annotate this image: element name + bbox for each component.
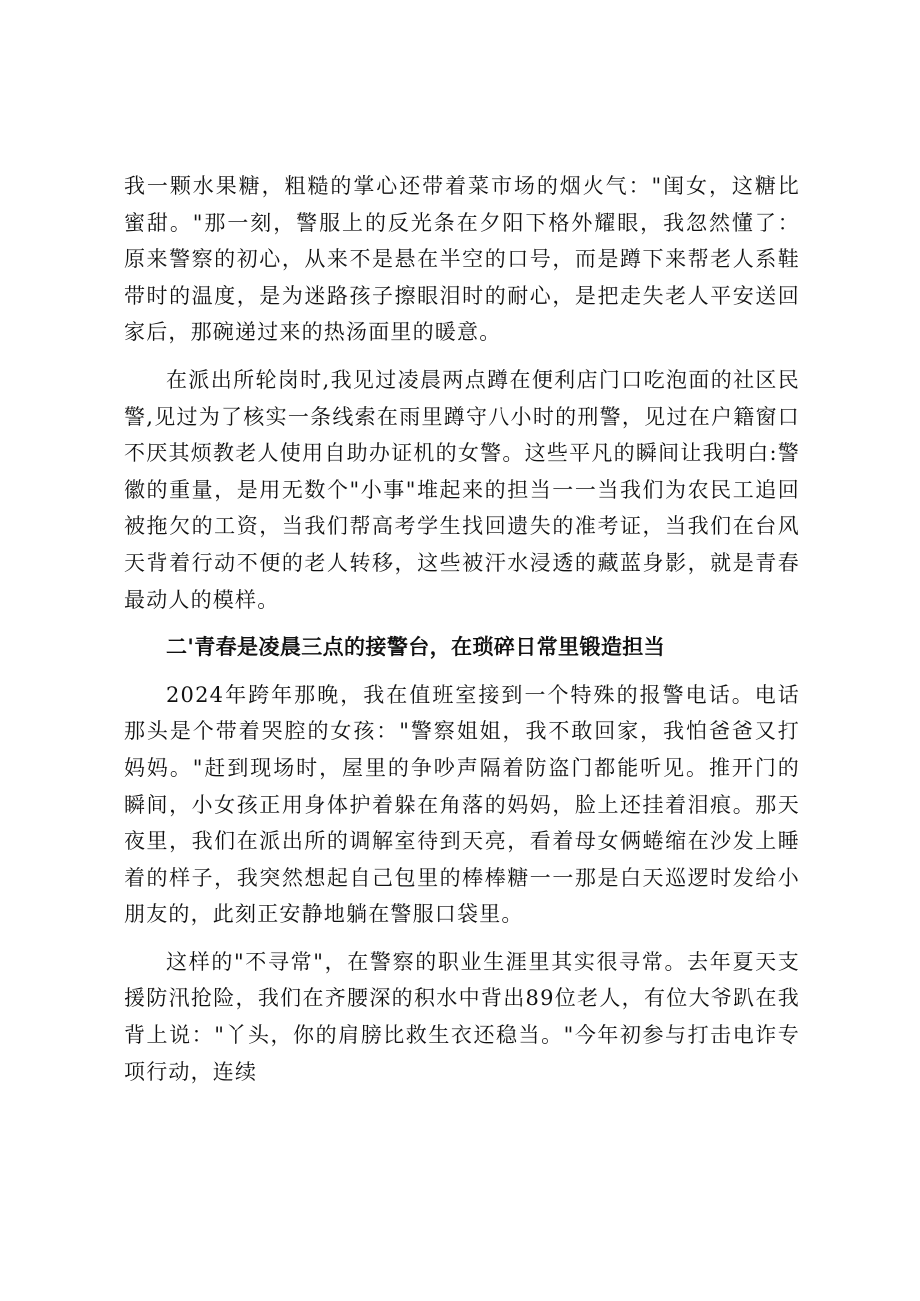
paragraph-new-year-call: 2024年跨年那晚，我在值班室接到一个特殊的报警电话。电话那头是个带着哭腔的女孩："警察姐姐，我不敢回家，我怕爸爸又打妈妈。"赶到现场时，屋里的争吵声隔着防盗门都能听见。推开门的瞬间，小女孩正用身体护着躲在角落的妈妈，脸上还挂着泪痕。那天夜里，我们在派出所的调解室待到天亮，看着母女俩蜷缩在沙发上睡着的样子，我突然想起自己包里的棒棒糖一一那是白天巡逻时发给小朋友的，此刻正安静地躺在警服口袋里。 bbox=[124, 682, 800, 927]
section-heading: 二'青春是凌晨三点的接警台，在琐碎日常里锻造担当 bbox=[166, 635, 666, 660]
document-body bbox=[124, 168, 800, 1090]
paragraph-police-station: 在派出所轮岗时,我见过凌晨两点蹲在便利店门口吃泡面的社区民警,见过为了核实一条线索在雨里蹲守八小时的刑警，见过在户籍窗口不厌其烦教老人使用自助办证机的女警。这些平凡的瞬间让我明白:警徽的重量，是用无数个"小事"堆起来的担当一一当我们为农民工追回被拖欠的工资，当我们帮高考学生找回遗失的准考证，当我们在台风天背着行动不便的老人转移，这些被汗水浸透的藏蓝身影，就是青春最动人的模样。 bbox=[124, 367, 800, 612]
paragraph-flood-rescue: 这样的"不寻常"，在警察的职业生涯里其实很寻常。去年夏天支援防汛抢险，我们在齐腰深的积水中背出89位老人，有位大爷趴在我背上说："丫头，你的肩膀比救生衣还稳当。"今年初参与打击电诈专项行动，连续 bbox=[124, 949, 800, 1084]
paragraph-continued: 我一颗水果糖，粗糙的掌心还带着菜市场的烟火气："闺女，这糖比蜜甜。"那一刻，警服上的反光条在夕阳下格外耀眼，我忽然懂了：原来警察的初心，从来不是悬在半空的口号，而是蹲下来帮老人系鞋带时的温度，是为迷路孩子擦眼泪时的耐心，是把走失老人平安送回家后，那碗递过来的热汤面里的暖意。 bbox=[124, 174, 800, 345]
